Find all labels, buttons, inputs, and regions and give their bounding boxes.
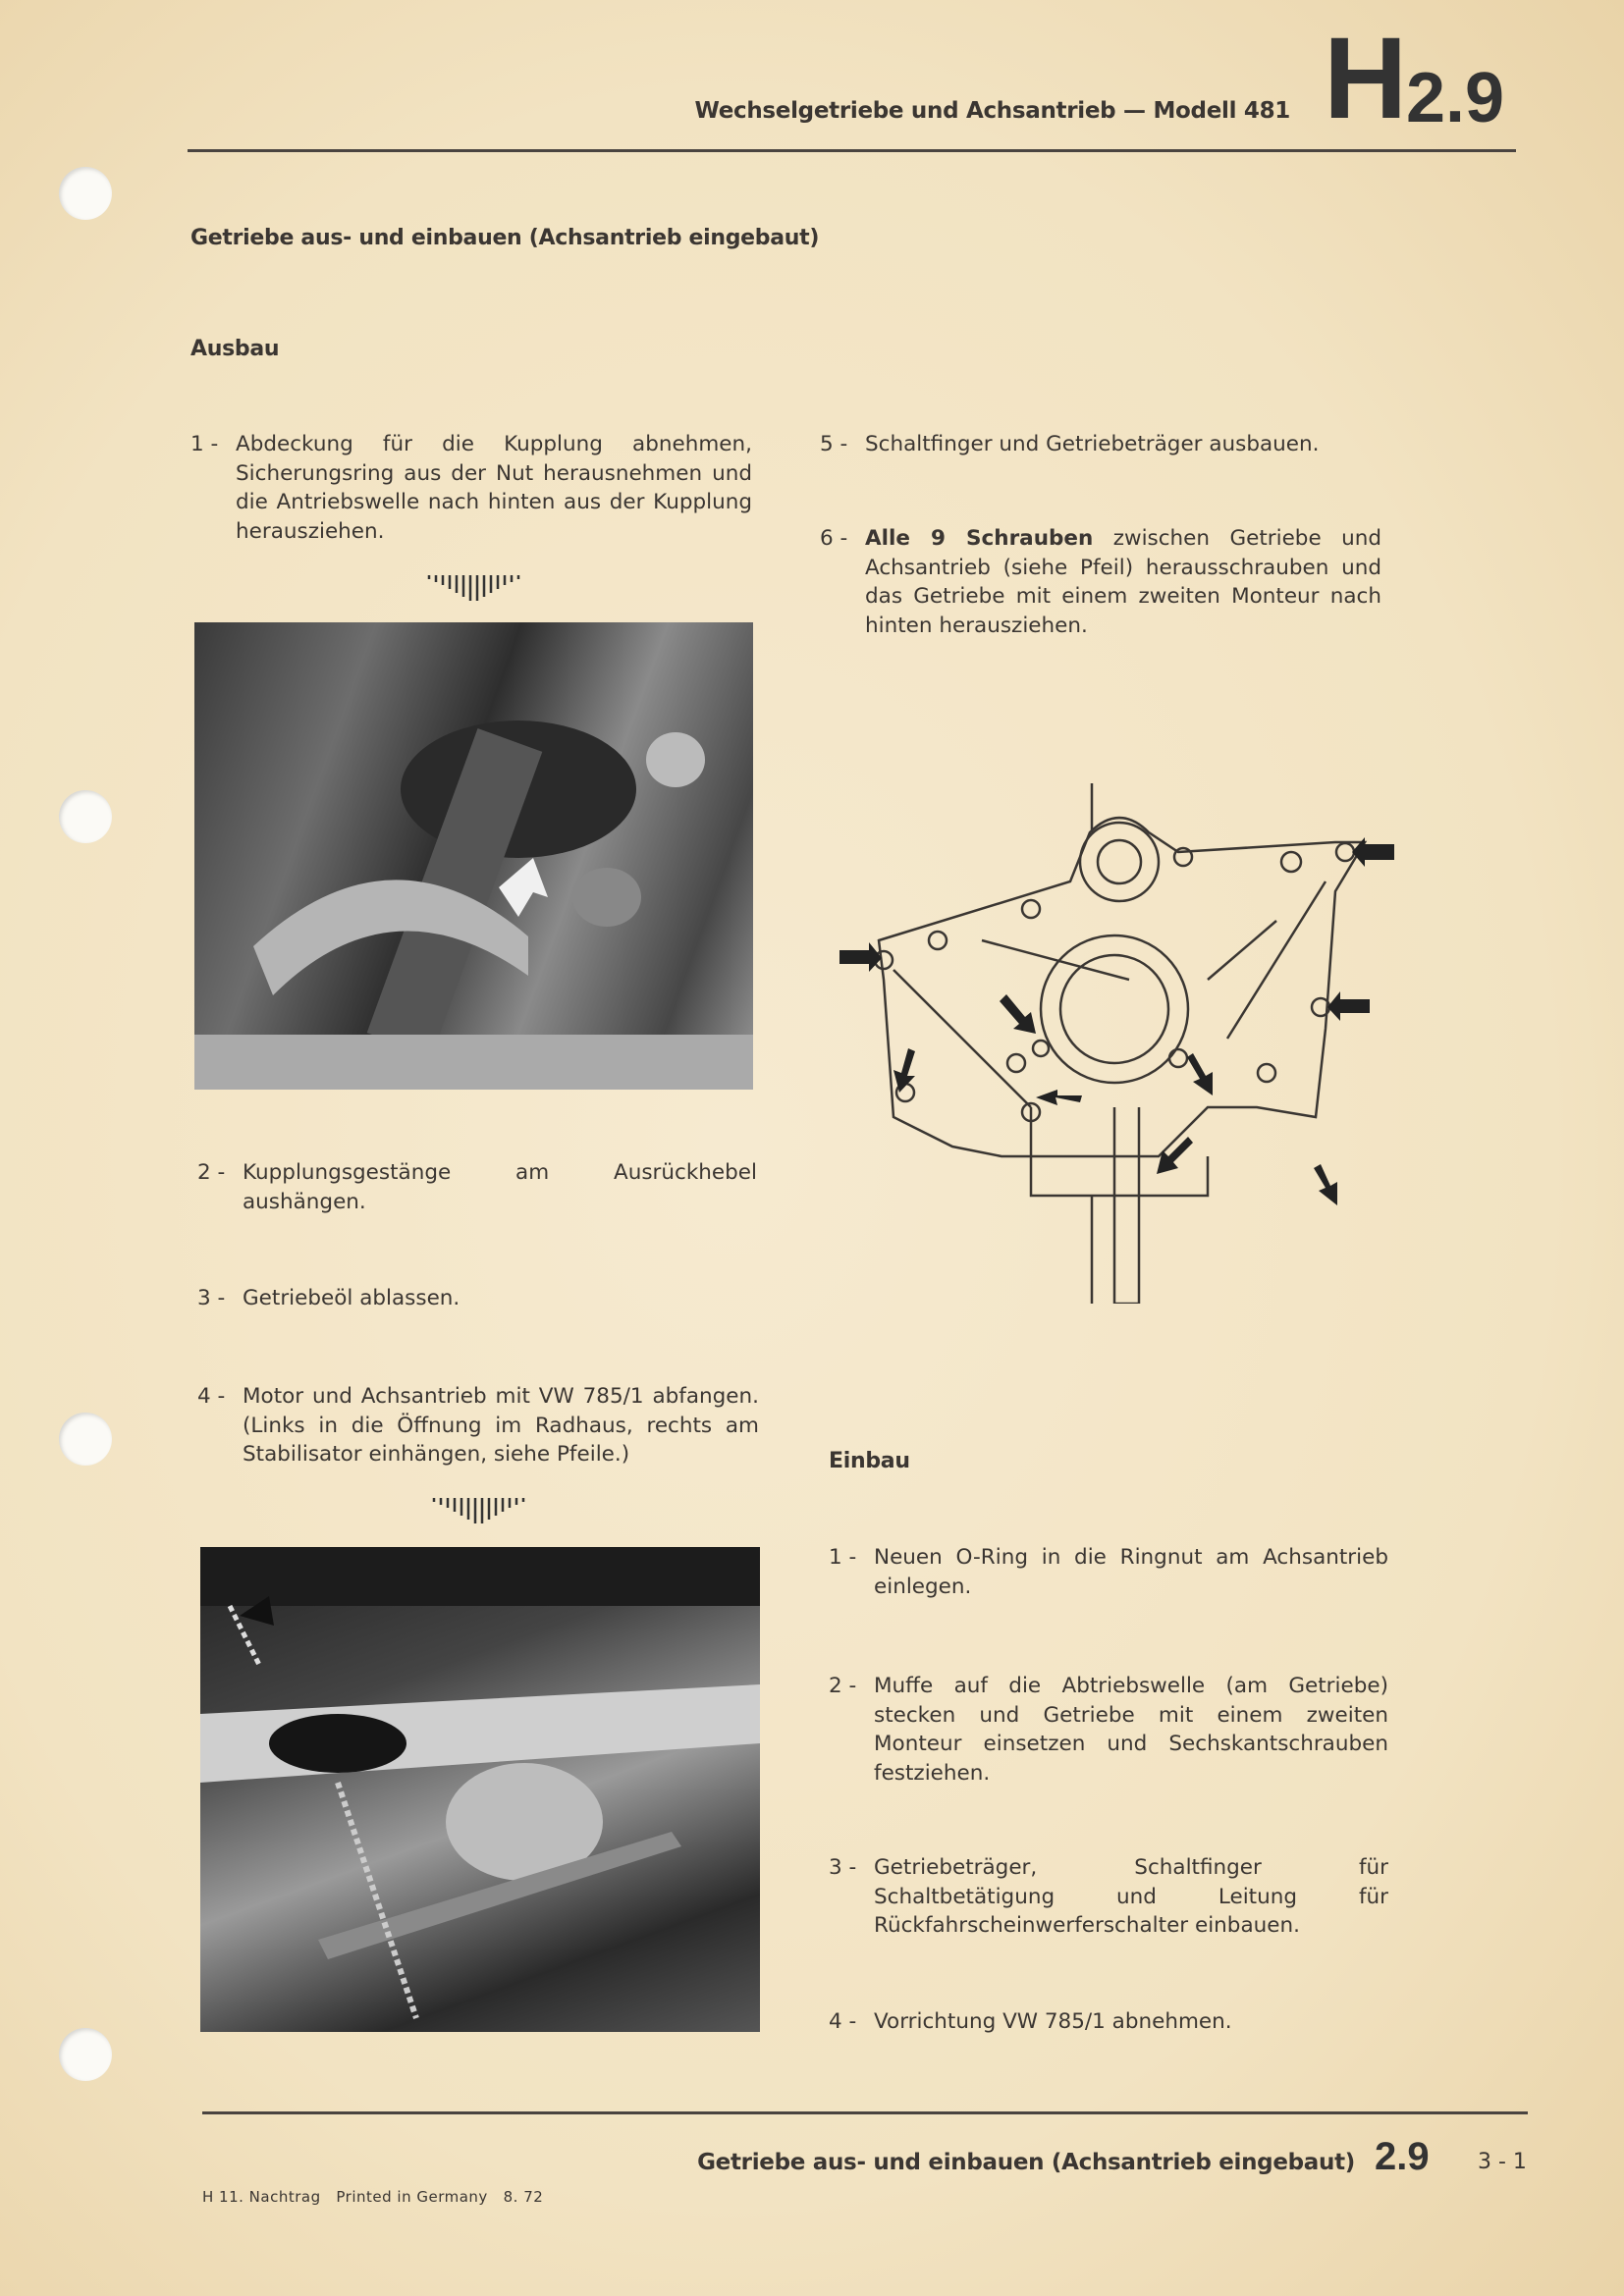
einbau-step-2: 2 - Muffe auf die Abtriebswelle (am Getriebe) stecken und Getriebe mit einem zweiten Monteur einsetzen und Sechskantschrauben festziehen. [829,1674,1388,1786]
einbau-step-3: 3 - Getriebeträger, Schaltfinger für Schaltbetätigung und Leitung für Rückfahrscheinwerferschalter einbauen. [829,1855,1388,1938]
footer-title: Getriebe aus- und einbauen (Achsantrieb eingebaut) [697,2150,1355,2175]
photo-clutch-drive-shaft [194,622,753,1090]
section-number: 2.9 [1406,59,1505,137]
figure-pointer-icon [424,573,522,603]
page-number: 3 - 1 [1478,2150,1527,2174]
punch-hole [59,1413,112,1466]
header-rule [188,149,1516,152]
photo-engine-support-tool [200,1547,760,2032]
page-title: Getriebe aus- und einbauen (Achsantrieb eingebaut) [190,226,820,250]
einbau-step-1: 1 - Neuen O-Ring in die Ringnut am Achsantrieb einlegen. [829,1545,1388,1599]
ausbau-step-2: 2 - Kupplungsgestänge am Ausrückhebel aushängen. [197,1160,757,1214]
footer-rule [202,2111,1528,2114]
ausbau-step-4: 4 - Motor und Achsantrieb mit VW 785/1 abfangen. (Links in die Öffnung im Radhaus, rechts am Stabilisator einhängen, siehe Pfeile.) [197,1384,759,1467]
einbau-step-4: 4 - Vorrichtung VW 785/1 abnehmen. [829,2009,1232,2034]
ausbau-step-1: 1 - Abdeckung für die Kupplung abnehmen, Sicherungsring aus der Nut herausnehmen und die Antriebswelle nach hinten aus der Kupplung herausziehen. [190,432,752,544]
einbau-heading: Einbau [829,1449,910,1473]
ausbau-step-5: 5 - Schaltfinger und Getriebeträger ausbauen. [820,432,1320,456]
punch-hole [59,167,112,220]
diagram-gearbox-flange-bolts [835,783,1394,1304]
punch-hole [59,2028,112,2081]
header-title: Wechselgetriebe und Achsantrieb — Modell 481 [694,98,1290,124]
print-info: H 11. Nachtrag Printed in Germany 8. 72 [202,2188,544,2206]
figure-pointer-icon [429,1496,527,1525]
ausbau-heading: Ausbau [190,337,280,361]
section-letter: H [1324,14,1408,143]
footer-section: 2.9 [1375,2135,1430,2178]
punch-hole [59,790,112,843]
ausbau-step-6: 6 - Alle 9 Schrauben zwischen Getriebe und Achsantrieb (siehe Pfeil) herausschrauben und das Getriebe mit einem zweiten Monteur nach hinten herausziehen. [820,526,1381,638]
ausbau-step-3: 3 - Getriebeöl ablassen. [197,1286,460,1310]
